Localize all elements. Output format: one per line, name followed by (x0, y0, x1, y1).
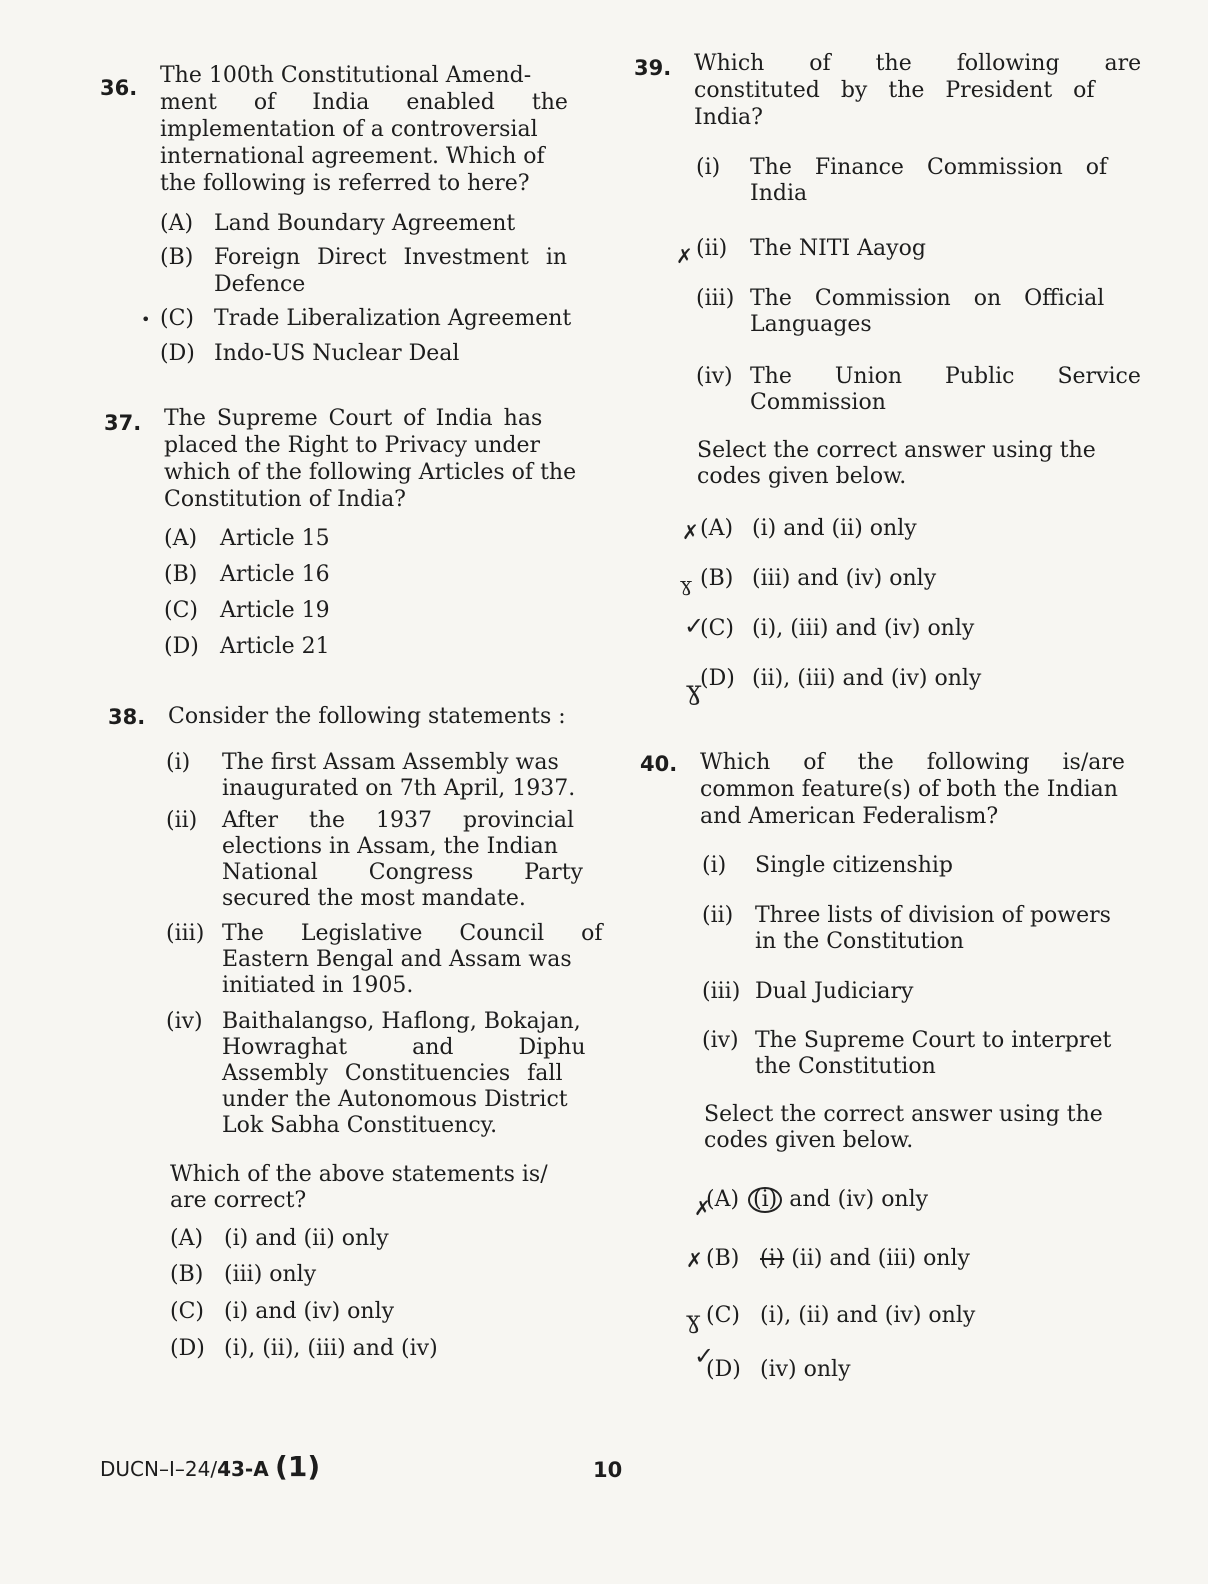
question-number: 36. (100, 76, 138, 100)
option-36a[interactable] (160, 210, 515, 237)
statement-label: (ii) (166, 808, 198, 833)
statement-line: After the 1937 provincial (222, 808, 575, 833)
option-text: Land Boundary Agreement (214, 211, 516, 236)
statement-line: Dual Judiciary (755, 979, 914, 1004)
statement-line: inaugurated on 7th April, 1937. (222, 776, 576, 801)
option-label: (A) (706, 1187, 740, 1212)
option-37a[interactable] (164, 525, 330, 552)
question-line: India? (694, 105, 763, 130)
statement-body (755, 1028, 1111, 1080)
pen-cross-mark: ✗ (682, 520, 699, 544)
statement-body (222, 1009, 586, 1139)
statement-line: The NITI Aayog (750, 236, 926, 261)
question-line: ment of India enabled the (160, 90, 568, 115)
question-stem: Consider the following statements : (168, 704, 566, 729)
pen-cross-mark: ɣ (686, 1306, 701, 1334)
statement-line: Three lists of division of powers (755, 903, 1111, 928)
question-line: constituted by the President of (694, 78, 1095, 103)
option-label: (B) (164, 562, 198, 587)
option-label: (B) (700, 566, 734, 591)
option-text: (iv) only (760, 1357, 851, 1382)
statement-body (755, 853, 953, 879)
option-text: Article 15 (220, 526, 330, 551)
question-line: international agreement. Which of (160, 144, 545, 169)
question-40-instruction (704, 1102, 1124, 1154)
question-number: 38. (108, 705, 146, 729)
statement-body (222, 750, 575, 802)
option-label: (B) (706, 1246, 740, 1271)
option-text: (i) and (ii) only (752, 516, 917, 541)
option-label: (C) (164, 598, 198, 623)
statement-label: (i) (166, 750, 191, 775)
pen-check-mark: ✓ (694, 1342, 715, 1370)
question-line: Which of the above statements is/ (170, 1162, 548, 1187)
question-line: are correct? (170, 1188, 307, 1213)
option-label: (C) (700, 616, 734, 641)
option-36b[interactable] (160, 244, 567, 271)
option-text: (i), (ii) and (iv) only (760, 1303, 976, 1328)
option-39b[interactable] (700, 565, 936, 592)
instruction-line: Select the correct answer using the (697, 438, 1096, 463)
statement-line: Lok Sabha Constituency. (222, 1113, 498, 1138)
option-40b[interactable] (706, 1245, 970, 1272)
option-text: (iii) only (224, 1262, 317, 1287)
option-label: (A) (170, 1226, 204, 1251)
statement-line: The Commission on Official (750, 286, 1105, 311)
option-39d[interactable] (700, 665, 981, 692)
statement-line: under the Autonomous District (222, 1087, 568, 1112)
statement-body (222, 921, 603, 999)
option-label: (B) (170, 1262, 204, 1287)
pen-cross-mark: ɣ (680, 572, 692, 596)
option-label: (C) (160, 306, 194, 331)
statement-line: National Congress Party (222, 860, 583, 885)
instruction-line: codes given below. (704, 1128, 914, 1153)
pen-check-mark: ✓ (684, 612, 705, 640)
option-label: (D) (164, 634, 199, 659)
option-38b[interactable] (170, 1261, 316, 1288)
statement-body (750, 364, 1141, 416)
question-line: and American Federalism? (700, 804, 999, 829)
option-text: Indo-US Nuclear Deal (214, 341, 460, 366)
option-text: Trade Liberalization Agreement (214, 306, 572, 331)
statement-line: The first Assam Assembly was (222, 750, 559, 775)
statement-label: (iii) (166, 921, 205, 946)
option-label: (A) (164, 526, 198, 551)
statement-label: (iii) (702, 979, 741, 1004)
option-38a[interactable] (170, 1225, 389, 1252)
question-line: The Supreme Court of India has (164, 406, 543, 431)
option-text: (i) and (iv) only (224, 1299, 395, 1324)
option-38c[interactable] (170, 1298, 394, 1325)
statement-label: (iii) (696, 286, 735, 311)
statement-line: secured the most mandate. (222, 886, 526, 911)
question-line (160, 62, 560, 89)
option-37c[interactable] (164, 597, 330, 624)
statement-line: Assembly Constituencies fall (222, 1061, 563, 1086)
statement-body (750, 236, 926, 262)
question-text (164, 405, 577, 513)
question-line: Constitution of India? (164, 487, 406, 512)
question-number: 40. (640, 752, 678, 776)
option-text: (ii) and (iii) only (791, 1246, 970, 1271)
statement-line: Languages (750, 312, 872, 337)
statement-line: The Supreme Court to interpret (755, 1028, 1112, 1053)
option-label: (C) (706, 1303, 740, 1328)
statement-line: the Constitution (755, 1054, 936, 1079)
option-39c[interactable] (700, 615, 974, 642)
statement-label: (ii) (702, 903, 734, 928)
struck-numeral: (i) (760, 1246, 785, 1271)
question-text (160, 62, 568, 197)
option-label: (D) (160, 341, 195, 366)
question-line: implementation of a controversial (160, 117, 538, 142)
paper-code-prefix: DUCN–I–24/ (100, 1457, 218, 1481)
statement-line: The Legislative Council of (222, 921, 603, 946)
question-38-ask (170, 1162, 580, 1214)
statement-label: (i) (696, 155, 721, 180)
statement-body (755, 903, 1111, 955)
option-37b[interactable] (164, 561, 330, 588)
option-label: (D) (170, 1336, 205, 1361)
option-39a[interactable] (700, 515, 917, 542)
page-number: 10 (593, 1458, 623, 1482)
option-text: (i), (ii), (iii) and (iv) (224, 1336, 438, 1361)
question-39-instruction (697, 438, 1117, 490)
statement-body (222, 808, 583, 912)
option-text: (iii) and (iv) only (752, 566, 937, 591)
question-line: common feature(s) of both the Indian (700, 777, 1118, 802)
statement-line: India (750, 181, 808, 206)
option-36d[interactable] (160, 340, 459, 367)
pen-cross-mark: ✗ (686, 1248, 703, 1272)
option-label: (A) (700, 516, 734, 541)
statement-label: (iv) (702, 1028, 739, 1053)
line-text: The 100th Constitutional Amend- (160, 63, 532, 88)
option-40a[interactable] (706, 1186, 928, 1213)
option-37d[interactable] (164, 633, 330, 660)
statement-line: The Union Public Service (750, 364, 1141, 389)
circled-numeral: (i) (748, 1187, 782, 1213)
question-line: the following is referred to here? (160, 171, 530, 196)
paper-code (100, 1450, 320, 1483)
option-38d[interactable] (170, 1335, 438, 1362)
question-line: Which of the following is/are (700, 750, 1125, 775)
option-36c[interactable] (160, 305, 571, 332)
statement-label: (iv) (166, 1009, 203, 1034)
question-40-text (700, 749, 1125, 830)
pen-dot-mark: • (141, 310, 151, 329)
paper-code-set: 43-A (217, 1457, 269, 1481)
statement-line: The Finance Commission of (750, 155, 1108, 180)
option-text: Foreign Direct Investment in (214, 245, 568, 270)
option-text: and (iv) only (789, 1187, 929, 1212)
option-text: Article 21 (220, 634, 330, 659)
question-line: which of the following Articles of the (164, 460, 577, 485)
statement-line: Single citizenship (755, 853, 953, 878)
statement-body (750, 155, 1107, 207)
question-line: Which of the following are (694, 51, 1142, 76)
statement-line: initiated in 1905. (222, 973, 414, 998)
option-label: (B) (160, 245, 194, 270)
option-text: (i) and (ii) only (224, 1226, 389, 1251)
option-label: (D) (706, 1357, 741, 1382)
statement-line: in the Constitution (755, 929, 964, 954)
question-number: 37. (104, 411, 142, 435)
statement-label: (iv) (696, 364, 733, 389)
question-number: 39. (634, 56, 672, 80)
pen-cross-mark: ✗ (694, 1196, 711, 1220)
question-39-text (694, 50, 1142, 131)
option-36b-cont: Defence (214, 272, 306, 297)
statement-body (755, 979, 913, 1005)
option-text: (i), (iii) and (iv) only (752, 616, 975, 641)
instruction-line: Select the correct answer using the (704, 1102, 1103, 1127)
statement-label: (ii) (696, 236, 728, 261)
option-label: (C) (170, 1299, 204, 1324)
option-40d[interactable] (706, 1356, 851, 1383)
pen-cross-mark: ɣ (686, 676, 702, 706)
option-label: (D) (700, 666, 735, 691)
option-40c[interactable] (706, 1302, 975, 1329)
statement-line: Eastern Bengal and Assam was (222, 947, 572, 972)
statement-line: Commission (750, 390, 886, 415)
option-label: (A) (160, 211, 194, 236)
paper-code-part: (1) (275, 1450, 321, 1483)
statement-line: elections in Assam, the Indian (222, 834, 558, 859)
statement-label: (i) (702, 853, 727, 878)
option-text: (ii), (iii) and (iv) only (752, 666, 982, 691)
option-text: Article 19 (220, 598, 330, 623)
instruction-line: codes given below. (697, 464, 907, 489)
pen-tick-mark: ✗ (676, 244, 693, 268)
statement-line: Howraghat and Diphu (222, 1035, 586, 1060)
option-text: Article 16 (220, 562, 330, 587)
statement-body (750, 286, 1104, 338)
statement-line: Baithalangso, Haflong, Bokajan, (222, 1009, 581, 1034)
question-line: placed the Right to Privacy under (164, 433, 541, 458)
